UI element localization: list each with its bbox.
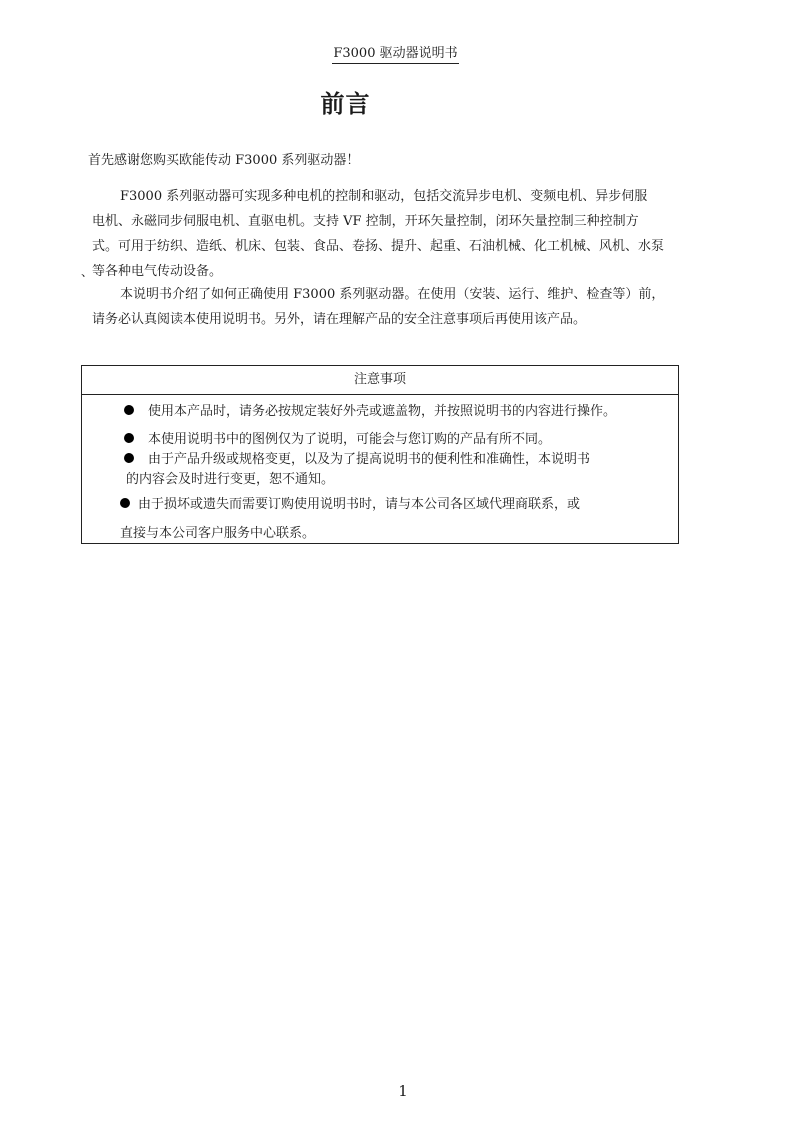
notice-item [124,430,551,450]
paragraph-line: 等各种电气传动设备。 [92,264,223,279]
notice-item-text: 由于损坏或遗失而需要订购使用说明书时，请与本公司各区域代理商联系，或 [138,497,581,512]
notice-box [81,365,679,544]
paragraph-manual-usage [92,282,722,332]
running-header [0,46,791,64]
notice-item [120,495,580,515]
paragraph-line: F3000 系列驱动器可实现多种电机的控制和驱动，包括交流异步电机、变频电机、异步伺服 [120,189,648,204]
intro-text: 首先感谢您购买欧能传动 F3000 系列驱动器！ [88,153,360,168]
page-title: 前言 [320,90,371,118]
paragraph-line: 请务必认真阅读本使用说明书。另外，请在理解产品的安全注意事项后再使用该产品。 [92,312,587,327]
bullet-icon [124,453,134,463]
paragraph-product-overview [92,184,722,284]
notice-heading: 注意事项 [82,366,678,395]
paragraph-line: 本说明书介绍了如何正确使用 F3000 系列驱动器。在使用（安装、运行、维护、检查等）前， [120,287,665,302]
stray-punctuation: 、 [81,265,94,279]
paragraph-line: 式。可用于纺织、造纸、机床、包装、食品、卷扬、提升、起重、石油机械、化工机械、风机、水泵 [92,239,665,254]
notice-item [124,450,590,470]
notice-item-continuation: 直接与本公司客户服务中心联系。 [120,526,316,541]
bullet-icon [124,433,134,443]
notice-item-text: 本使用说明书中的图例仅为了说明，可能会与您订购的产品有所不同。 [148,432,552,447]
page-number: 1 [398,1082,408,1100]
bullet-icon [120,498,130,508]
notice-item-continuation: 的内容会及时进行变更，恕不通知。 [126,472,335,487]
notice-item [124,402,616,422]
notice-item-text: 使用本产品时，请务必按规定装好外壳或遮盖物，并按照说明书的内容进行操作。 [148,404,617,419]
bullet-icon [124,405,134,415]
paragraph-line: 电机、永磁同步伺服电机、直驱电机。支持 VF 控制，开环矢量控制，闭环矢量控制三种控制方 [92,214,639,229]
notice-item-text: 由于产品升级或规格变更，以及为了提高说明书的便利性和准确性，本说明书 [148,452,591,467]
running-header-title: F3000 驱动器说明书 [332,46,458,64]
